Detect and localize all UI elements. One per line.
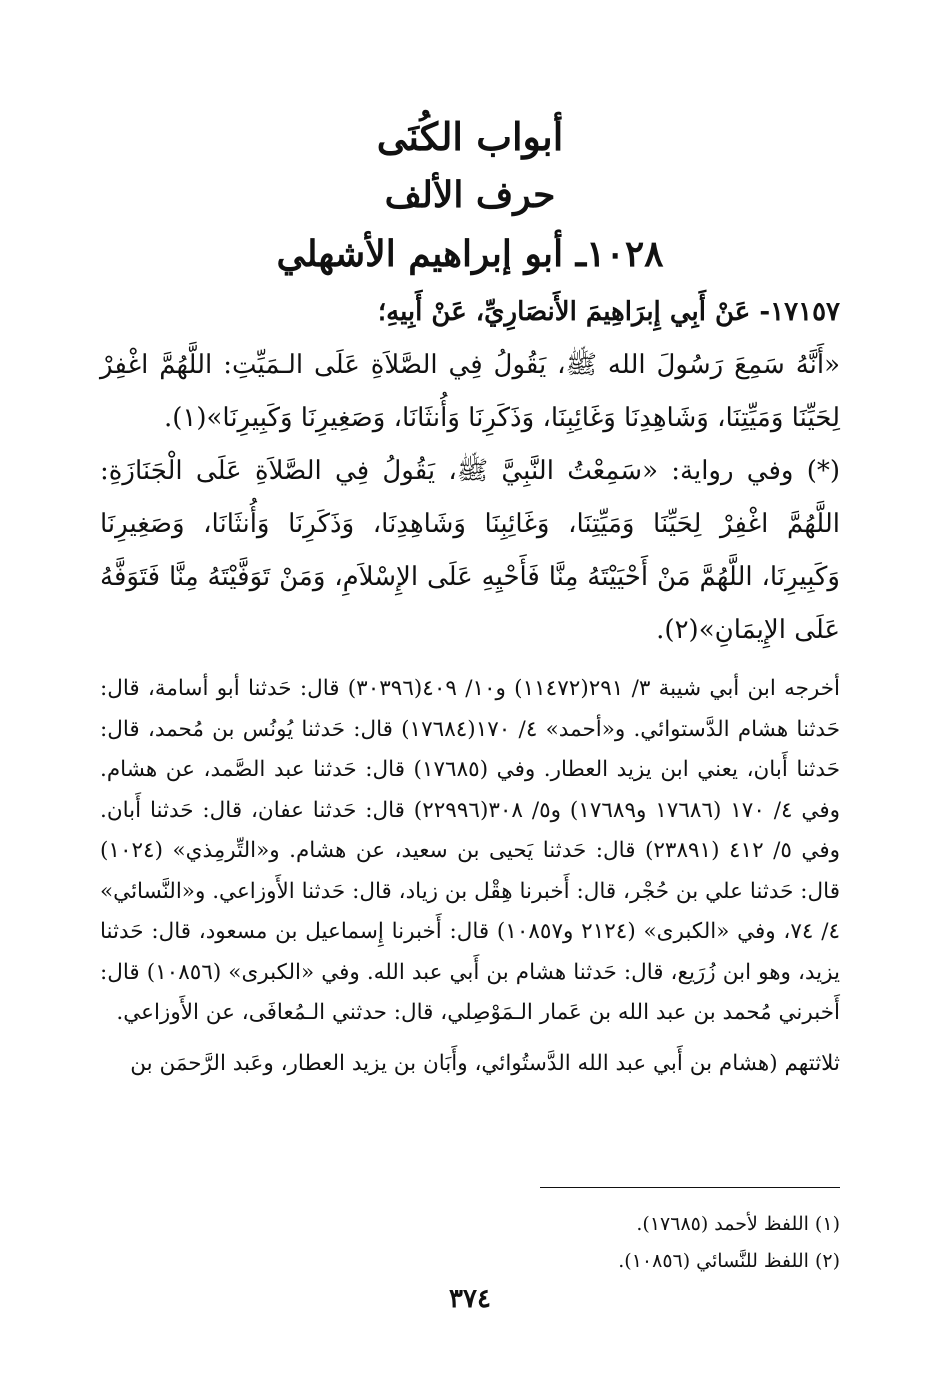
hadith-text: «أَنَّهُ سَمِعَ رَسُولَ الله ﷺ، يَقُولُ فِي الصَّلاَةِ عَلَى الـمَيِّتِ: اللَّهُمَّ اغْفِرْ لِحَيِّنَا وَمَيِّتِنَا، وَشَاهِدِنَا وَغَائِبِنَا، وَذَكَرِنَا وَأُنثَانَا، وَصَغِيرِنَا وَكَبِيرِنَا»(١). xyxy=(100,350,840,433)
footnote-1: (١) اللفظ لأحمد (١٧٦٨٥). xyxy=(636,1213,840,1235)
section-title: أبواب الكُنَى xyxy=(376,114,564,159)
footnote-2: (٢) اللفظ للنَّسائي (١٠٨٥٦). xyxy=(618,1250,840,1272)
takhrij-paragraph-continued: ثلاثتهم (هشام بن أَبي عبد الله الدَّستُوائي، وأَبَان بن يزيد العطار، وعَبد الرَّحمَن بن xyxy=(130,1050,840,1076)
footnotes xyxy=(100,1206,840,1280)
page-number: ٣٧٤ xyxy=(449,1284,491,1314)
hadith-variant: (*) وفي رواية: «سَمِعْتُ النَّبِيَّ ﷺ، يَقُولُ فِي الصَّلاَةِ عَلَى الْجَنَازَةِ: اللَّهُمَّ اغْفِرْ لِحَيِّنَا وَمَيِّتِنَا، وَغَائِبِنَا وَشَاهِدِنَا، وَذَكَرِنَا وَأُنثَانَا، وَصَغِيرِنَا وَكَبِيرِنَا، اللَّهُمَّ مَنْ أَحْيَيْتَهُ مِنَّا فَأَحْيِهِ عَلَى الإِسْلاَمِ، وَمَنْ تَوَفَّيْتَهُ مِنَّا فَتَوَفَّهُ عَلَى الإِيمَانِ»(٢). xyxy=(100,456,840,645)
footnote-divider xyxy=(0,1187,940,1188)
entry-title: ١٠٢٨ـ أبو إبراهيم الأشهلي xyxy=(276,233,664,275)
letter-title: حرف الألف xyxy=(384,174,556,216)
hadith-chain: ١٧١٥٧- عَنْ أَبِي إِبرَاهِيمَ الأَنصَارِيِّ، عَنْ أَبِيهِ؛ xyxy=(377,297,840,327)
takhrij-paragraph: أخرجه ابن أبي شيبة ٣/ ٢٩١(١١٤٧٢) و١٠/ ٤٠٩(٣٠٣٩٦) قال: حَدثنا أبو أسامة، قال: حَدثنا هشام الدَّستوائي. و«أحمد» ٤/ ١٧٠(١٧٦٨٤) قال: حَدثنا يُونُس بن مُحمد، قال: حَدثنا أَبان، يعني ابن يزيد العطار. وفي (١٧٦٨٥) قال: حَدثنا عبد الصَّمد، عن هشام. وفي ٤/ ١٧٠ (١٧٦٨٦ و١٧٦٨٩) و٥/ ٣٠٨(٢٢٩٩٦) قال: حَدثنا عفان، قال: حَدثنا أَبان. وفي ٥/ ٤١٢ (٢٣٨٩١) قال: حَدثنا يَحيى بن سعيد، عن هشام. و«التِّرمِذي» (١٠٢٤) قال: حَدثنا علي بن حُجْر، قال: أَخبرنا هِقْل بن زياد، قال: حَدثنا الأَوزاعي. و«النَّسائي» ٤/ ٧٤، وفي «الكبرى» (٢١٢٤ و١٠٨٥٧) قال: أَخبرنا إِسماعيل بن مسعود، قال: حَدثنا يزيد، وهو ابن زُرَيع، قال: حَدثنا هشام بن أَبي عبد الله. وفي «الكبرى» (١٠٨٥٦) قال: أَخبرني مُحمد بن عبد الله بن عَمار الـمَوْصِلي، قال: حدثني الـمُعافَى، عن الأَوزاعي. xyxy=(100,676,841,1025)
